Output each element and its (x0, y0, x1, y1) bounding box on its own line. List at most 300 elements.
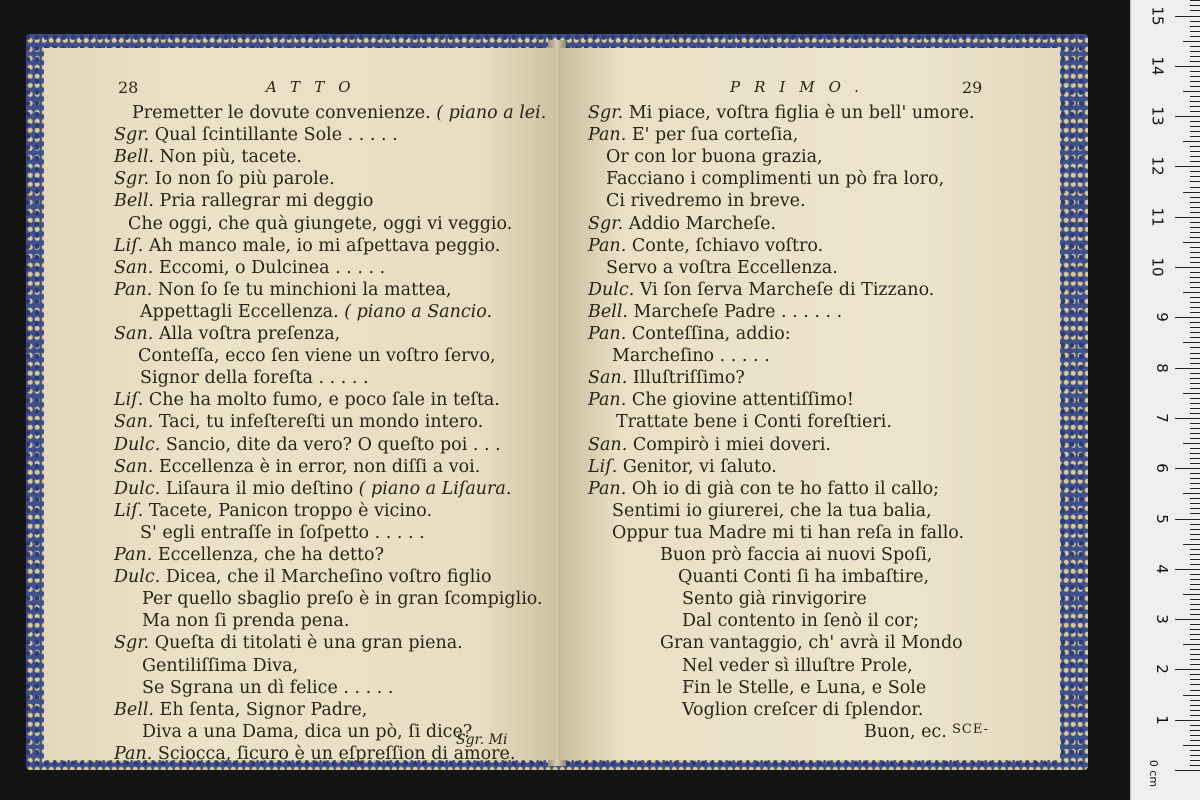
speaker-label: Dulc. (114, 567, 166, 588)
ruler-tick (1190, 458, 1200, 459)
ruler-tick (1190, 684, 1200, 685)
ruler-number: 2 (1153, 664, 1172, 675)
ruler-tick (1190, 584, 1200, 585)
verse-text: Oppur tua Madre mi ti han reſa in fallo. (612, 522, 965, 543)
ruler-tick (1190, 252, 1200, 253)
right-line (606, 190, 806, 212)
verse-text: Che ha molto fumo, e poco ſale in teſta. (148, 390, 500, 411)
verse-text: Conteſſina, addio: (631, 324, 791, 344)
ruler-tick (1190, 277, 1200, 278)
speaker-label: San. (114, 456, 159, 477)
right-line (682, 655, 913, 677)
ruler-tick (1190, 488, 1200, 489)
verse-text: Premetter le dovute convenienze. (132, 103, 431, 123)
stage-direction: ( piano a lei. (430, 103, 547, 123)
ruler-tick (1190, 171, 1200, 172)
verse-text: Mi piace, voſtra figlia è un bell' umore. (628, 103, 975, 123)
verse-text: Illuſtriſſimo? (632, 368, 745, 389)
left-line (140, 367, 369, 389)
ruler-tick (1190, 61, 1200, 62)
ruler-number: 5 (1153, 513, 1172, 524)
verse-text: Eccellenza, che ha detto? (157, 545, 384, 565)
speaker-label: Liſ. (114, 500, 149, 521)
ruler-tick (1190, 36, 1200, 37)
ruler-number: 9 (1153, 312, 1172, 323)
ruler-tick (1190, 710, 1200, 711)
verse-text: Buon prò faccia ai nuovi Spoſi, (660, 545, 933, 565)
right-line (682, 699, 923, 721)
ruler-tick (1190, 589, 1200, 590)
ruler-tick (1190, 674, 1200, 675)
verse-text: Marcheſe Padre . . . . . . (633, 301, 843, 322)
ruler-tick (1190, 161, 1200, 162)
ruler-tick (1190, 51, 1200, 52)
ruler-tick (1175, 166, 1200, 167)
ruler-tick (1190, 46, 1200, 47)
left-line (114, 279, 451, 301)
ruler-tick (1190, 56, 1200, 57)
left-line (128, 213, 512, 235)
stage-direction: ( piano a Sancio. (338, 301, 493, 322)
ruler-tick (1190, 388, 1200, 389)
ruler-tick (1190, 282, 1200, 283)
ruler-tick (1190, 700, 1200, 701)
ruler-tick (1190, 473, 1200, 474)
ruler-tick (1175, 116, 1200, 117)
ruler-tick (1190, 428, 1200, 429)
ruler-tick (1190, 297, 1200, 298)
ruler-tick (1183, 594, 1200, 595)
verse-text: Liſaura il mio deſtino (165, 478, 354, 499)
ruler-tick (1190, 373, 1200, 374)
ruler-tick (1175, 720, 1200, 721)
right-line (588, 367, 745, 389)
speaker-label: San. (588, 434, 633, 455)
left-page (44, 48, 554, 764)
ruler-tick (1190, 438, 1200, 439)
verse-text: Marcheſino . . . . . (612, 346, 770, 367)
ruler-tick (1190, 197, 1200, 198)
ruler-tick (1175, 368, 1200, 369)
ruler-number: 6 (1153, 463, 1172, 473)
speaker-label: Sgr. (114, 633, 155, 654)
ruler-tick (1183, 91, 1200, 92)
verse-text: Buon, ec. (864, 721, 947, 742)
ruler-tick (1183, 292, 1200, 293)
ruler-tick (1190, 664, 1200, 665)
verse-text: Oh io di già con te ho fatto il callo; (631, 478, 940, 499)
ruler-tick (1183, 342, 1200, 343)
ruler-tick (1190, 478, 1200, 479)
ruler-tick (1190, 760, 1200, 761)
ruler-tick (1190, 398, 1200, 399)
verse-text: Queſta di titolati è una gran piena. (154, 633, 463, 654)
ruler-tick (1190, 408, 1200, 409)
speaker-label: Liſ. (114, 235, 149, 256)
ruler-tick (1190, 624, 1200, 625)
verse-text: Compirò i miei doveri. (632, 434, 831, 455)
verse-text: Appettagli Eccellenza. (140, 301, 339, 322)
right-line (612, 345, 770, 367)
verse-text: Gran vantaggio, ch' avrà il Mondo (660, 633, 963, 654)
verse-text: Pria rallegrar mi deggio (159, 191, 374, 212)
right-line (660, 544, 932, 566)
right-line (588, 235, 823, 257)
right-line (616, 411, 892, 433)
ruler-tick (1190, 599, 1200, 600)
verse-text: Per quello sbaglio preſo è in gran ſcompiglio. (142, 589, 543, 610)
verse-text: Ci rivedremo in breve. (606, 191, 806, 212)
right-line (606, 168, 944, 190)
ruler-tick (1190, 549, 1200, 550)
left-line (138, 345, 496, 367)
left-line (114, 389, 500, 411)
ruler-tick (1190, 222, 1200, 223)
verse-text: Sciocca, ſicuro è un eſpreſſion di amore. (157, 743, 516, 764)
ruler-tick (1190, 272, 1200, 273)
ruler-tick (1190, 463, 1200, 464)
left-line (114, 566, 492, 588)
ruler-tick (1190, 448, 1200, 449)
left-line (114, 168, 335, 190)
verse-text: Vi ſon ſerva Marcheſe di Tizzano. (639, 279, 935, 300)
ruler-tick (1190, 363, 1200, 364)
speaker-label: Pan. (588, 235, 632, 256)
ruler-tick (1175, 569, 1200, 570)
right-line (588, 434, 831, 456)
ruler-tick (1190, 554, 1200, 555)
right-line (588, 389, 854, 411)
ruler-tick (1190, 106, 1200, 107)
ruler-tick (1190, 212, 1200, 213)
ruler-tick (1190, 347, 1200, 348)
ruler-tick (1190, 574, 1200, 575)
ruler-tick (1175, 217, 1200, 218)
verse-text: Dal contento in ſenò il cor; (682, 611, 920, 632)
speaker-label: Bell. (114, 147, 160, 168)
ruler-tick (1190, 287, 1200, 288)
right-line (588, 456, 777, 478)
ruler-tick (1190, 534, 1200, 535)
speaker-label: San. (114, 257, 159, 278)
right-line (588, 478, 939, 500)
speaker-label: Pan. (114, 743, 158, 764)
ruler-tick (1190, 181, 1200, 182)
right-catchword: SCE- (952, 722, 989, 737)
left-line (142, 655, 298, 677)
ruler-tick (1190, 307, 1200, 308)
verse-text: Gentiliſſima Diva, (142, 655, 299, 676)
ruler-tick (1190, 679, 1200, 680)
ruler-number: 1 (1153, 714, 1172, 725)
verse-text: Eccomi, o Dulcinea . . . . . (158, 257, 386, 278)
left-line (132, 102, 546, 124)
ruler-tick (1190, 508, 1200, 509)
verse-text: Sento già rinvigorire (682, 589, 867, 610)
speaker-label: Dulc. (114, 478, 166, 499)
ruler-tick (1190, 735, 1200, 736)
right-running-head: PRIMO. (730, 78, 873, 96)
speaker-label: Pan. (114, 279, 158, 300)
verse-text: Dicea, che il Marcheſino voſtro figlio (165, 567, 492, 588)
ruler-tick (1190, 423, 1200, 424)
ruler-tick (1190, 659, 1200, 660)
ruler-tick (1190, 302, 1200, 303)
ruler-number: 7 (1153, 413, 1172, 423)
left-line (114, 257, 385, 279)
ruler-tick (1183, 443, 1200, 444)
ruler-tick (1190, 639, 1200, 640)
ruler-number: 14 (1148, 56, 1167, 76)
ruler-tick (1175, 468, 1200, 469)
speaker-label: Pan. (588, 125, 632, 146)
verse-text: Facciano i complimenti un pò fra loro, (606, 169, 945, 190)
right-line (588, 213, 776, 235)
verse-text: Signor della foreſta . . . . . (140, 368, 369, 389)
ruler-tick (1190, 136, 1200, 137)
left-folio: 28 (118, 78, 139, 97)
ruler-tick (1190, 176, 1200, 177)
right-line (606, 146, 823, 168)
right-page (560, 48, 1060, 760)
left-line (114, 411, 483, 433)
verse-text: Eccellenza è in error, non diſſi a voi. (158, 456, 481, 477)
verse-text: Se Sgrana un dì felice . . . . . (142, 677, 394, 698)
ruler-number: 11 (1148, 207, 1167, 227)
ruler-number: 15 (1148, 5, 1167, 26)
left-line (114, 699, 367, 721)
right-line (606, 257, 838, 279)
ruler-tick (1190, 5, 1200, 6)
ruler-tick (1190, 378, 1200, 379)
speaker-label: San. (588, 368, 633, 389)
ruler-tick (1183, 242, 1200, 243)
ruler-tick (1190, 257, 1200, 258)
verse-text: Qual ſcintillante Sole . . . . . (154, 125, 398, 146)
ruler-tick (1190, 649, 1200, 650)
verse-text: Quanti Conti ſi ha imbaſtire, (678, 567, 930, 588)
ruler-number: 3 (1153, 614, 1172, 624)
left-line (142, 588, 543, 610)
ruler-tick (1175, 770, 1200, 771)
right-line (678, 566, 929, 588)
ruler-tick (1190, 705, 1200, 706)
ruler-tick (1190, 96, 1200, 97)
ruler-tick (1190, 559, 1200, 560)
right-line (588, 124, 798, 146)
right-line (612, 500, 932, 522)
verse-text: Che oggi, che quà giungete, oggi vi veggio. (128, 213, 513, 234)
ruler-tick (1183, 493, 1200, 494)
ruler-tick (1190, 151, 1200, 152)
ruler-number: 13 (1148, 106, 1167, 126)
ruler-tick (1190, 10, 1200, 11)
ruler-tick (1190, 71, 1200, 72)
ruler-tick (1183, 41, 1200, 42)
ruler-tick (1190, 262, 1200, 263)
verse-text: Sentimi io giurerei, che la tua balia, (612, 500, 932, 521)
verse-text: Alla voſtra preſenza, (158, 324, 341, 344)
ruler-tick (1190, 322, 1200, 323)
ruler-tick (1190, 453, 1200, 454)
left-line (114, 632, 463, 654)
left-line (114, 190, 373, 212)
verse-text: E' per ſua corteſia, (631, 125, 799, 146)
verse-text: Servo a voſtra Eccellenza. (606, 257, 838, 278)
ruler-tick (1183, 192, 1200, 193)
ruler-tick (1183, 745, 1200, 746)
ruler-unit-label: 0 cm (1146, 759, 1160, 788)
verse-text: Sancio, dite da vero? O queſto poi . . . (165, 434, 501, 455)
ruler-tick (1183, 644, 1200, 645)
ruler-tick (1190, 327, 1200, 328)
verse-text: Addio Marcheſe. (628, 213, 777, 234)
ruler-tick (1190, 529, 1200, 530)
right-line (660, 632, 963, 654)
ruler-tick (1190, 86, 1200, 87)
ruler-tick (1190, 755, 1200, 756)
ruler-tick (1190, 730, 1200, 731)
speaker-label: Dulc. (114, 434, 166, 455)
ruler-tick (1190, 332, 1200, 333)
left-line (114, 124, 398, 146)
ruler-tick (1190, 483, 1200, 484)
verse-text: Genitor, vi ſaluto. (622, 456, 777, 477)
ruler-tick (1175, 519, 1200, 520)
ruler-tick (1183, 695, 1200, 696)
ruler-tick (1190, 383, 1200, 384)
speaker-label: Pan. (114, 545, 158, 565)
ruler-tick (1175, 16, 1200, 17)
speaker-label: Bell. (588, 301, 634, 322)
ruler-tick (1183, 141, 1200, 142)
ruler-tick (1190, 0, 1200, 1)
left-line (114, 500, 432, 522)
speaker-label: Liſ. (588, 456, 623, 477)
ruler-number: 8 (1153, 362, 1172, 373)
speaker-label: Pan. (588, 478, 632, 499)
ruler-tick (1190, 413, 1200, 414)
right-line (682, 588, 867, 610)
ruler-tick (1190, 609, 1200, 610)
ruler-tick (1190, 121, 1200, 122)
ruler-tick (1190, 634, 1200, 635)
ruler-tick (1190, 715, 1200, 716)
right-line (682, 677, 926, 699)
speaker-label: Sgr. (114, 125, 155, 146)
left-line (140, 522, 425, 544)
left-line (142, 721, 472, 743)
left-line (142, 610, 349, 632)
ruler-tick (1190, 81, 1200, 82)
verse-text: Trattate bene i Conti foreſtieri. (616, 412, 892, 433)
left-line (114, 235, 500, 257)
ruler-tick (1190, 433, 1200, 434)
ruler-tick (1190, 337, 1200, 338)
ruler-tick (1190, 654, 1200, 655)
verse-text: Nel veder sì illuſtre Prole, (682, 655, 913, 676)
speaker-label: Bell. (114, 699, 160, 720)
right-line (588, 279, 934, 301)
ruler-tick (1190, 207, 1200, 208)
ruler-tick (1190, 564, 1200, 565)
ruler-tick (1190, 237, 1200, 238)
ruler-tick (1190, 614, 1200, 615)
right-folio: 29 (962, 78, 983, 97)
verse-text: Fin le Stelle, e Luna, e Sole (682, 677, 927, 698)
ruler-tick (1190, 765, 1200, 766)
right-line (588, 323, 791, 345)
ruler-tick (1190, 358, 1200, 359)
ruler-tick (1183, 393, 1200, 394)
ruler-tick (1175, 66, 1200, 67)
ruler-tick (1190, 403, 1200, 404)
left-running-head: ATTO (266, 78, 365, 96)
verse-text: Conteſſa, ecco ſen viene un voſtro ſervo, (138, 346, 496, 367)
ruler-tick (1190, 76, 1200, 77)
scale-ruler (1130, 0, 1200, 800)
ruler-tick (1190, 629, 1200, 630)
ruler-tick (1190, 146, 1200, 147)
ruler-tick (1190, 26, 1200, 27)
ruler-tick (1190, 21, 1200, 22)
ruler-tick (1190, 690, 1200, 691)
right-line (682, 610, 919, 632)
right-line (588, 102, 975, 124)
speaker-label: Liſ. (114, 390, 149, 411)
ruler-tick (1175, 418, 1200, 419)
ruler-tick (1190, 498, 1200, 499)
ruler-tick (1190, 247, 1200, 248)
left-line (114, 434, 501, 456)
speaker-label: Sgr. (588, 103, 629, 123)
ruler-tick (1190, 111, 1200, 112)
speaker-label: Pan. (588, 324, 632, 344)
left-line (142, 677, 393, 699)
speaker-label: Bell. (114, 191, 160, 212)
verse-text: S' egli entraſſe in ſoſpetto . . . . . (140, 522, 425, 543)
ruler-tick (1190, 312, 1200, 313)
verse-text: Tacete, Panicon troppo è vicino. (148, 500, 433, 521)
ruler-tick (1190, 126, 1200, 127)
speaker-label: Dulc. (588, 279, 640, 300)
left-line (114, 323, 340, 345)
verse-text: Or con lor buona grazia, (606, 147, 823, 168)
left-line (114, 478, 511, 500)
stage-direction: ( piano a Liſaura. (353, 478, 512, 499)
verse-text: Diva a una Dama, dica un pò, ſi dice? (142, 721, 473, 742)
ruler-number: 12 (1148, 156, 1167, 176)
ruler-tick (1190, 750, 1200, 751)
right-line (864, 721, 947, 743)
speaker-label: San. (114, 324, 159, 344)
ruler-tick (1190, 187, 1200, 188)
ruler-tick (1175, 317, 1200, 318)
left-line (114, 544, 384, 566)
ruler-tick (1190, 232, 1200, 233)
verse-text: Eh ſenta, Signor Padre, (159, 699, 368, 720)
ruler-tick (1190, 227, 1200, 228)
verse-text: Che giovine attentiſſimo! (631, 390, 854, 411)
verse-text: Ma non ſi prenda pena. (142, 611, 350, 632)
ruler-tick (1190, 579, 1200, 580)
ruler-tick (1190, 131, 1200, 132)
ruler-tick (1190, 353, 1200, 354)
ruler-tick (1175, 619, 1200, 620)
ruler-tick (1190, 604, 1200, 605)
verse-text: Conte, ſchiavo voſtro. (631, 235, 824, 256)
speaker-label: San. (114, 412, 159, 433)
